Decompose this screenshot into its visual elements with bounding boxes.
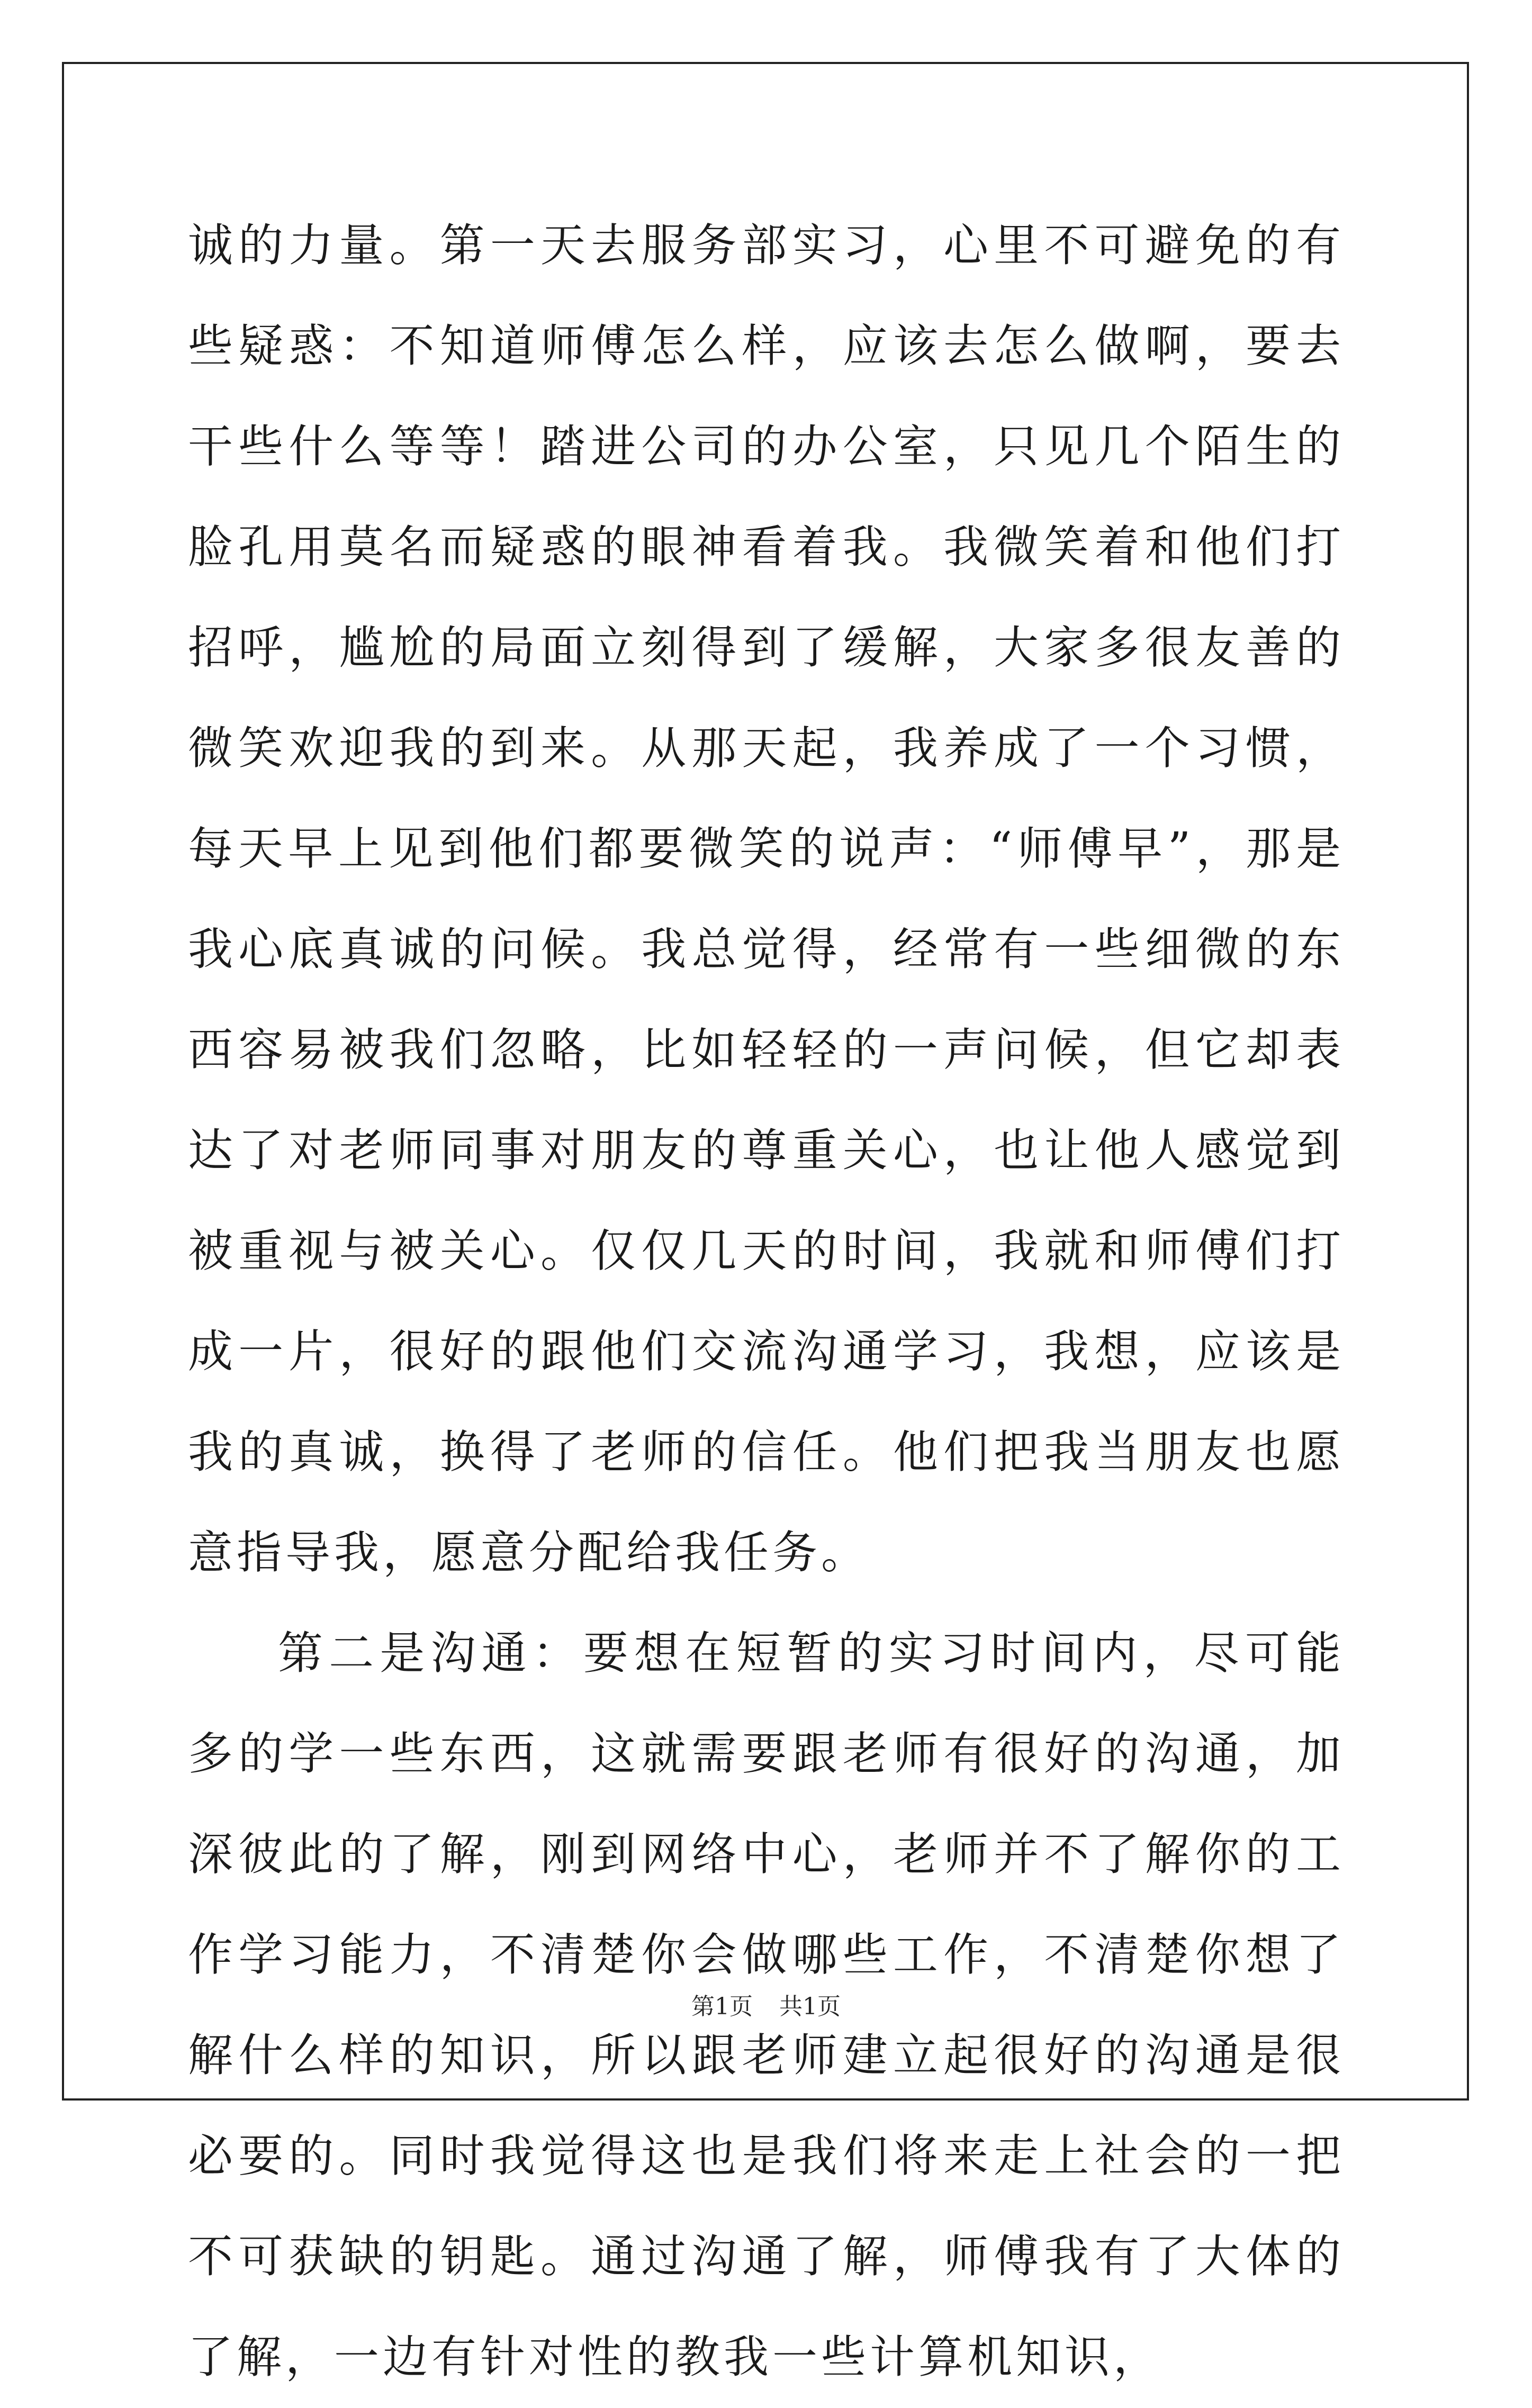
page-number: 第1页 <box>691 1993 753 2020</box>
paragraph-2: 第二是沟通：要想在短暂的实习时间内，尽可能多的学一些东西，这就需要跟老师有很好的沟通，加深彼此的了解，刚到网络中心，老师并不了解你的工作学习能力，不清楚你会做哪些工作，不清楚你想了解什么样的知识，所以跟老师建立起很好的沟通是很必要的。同时我觉得这也是我们将来走上社会的一把不可获缺的钥匙。通过沟通了解，师傅我有了大体的了解，一边有针对性的教我一些计算机知识， <box>188 1627 1345 2384</box>
document-body <box>188 196 1345 2408</box>
paragraph-1: 诚的力量。第一天去服务部实习，心里不可避免的有些疑惑：不知道师傅怎么样，应该去怎么做啊，要去干些什么等等！踏进公司的办公室，只见几个陌生的脸孔用莫名而疑惑的眼神看着我。我微笑着和他们打招呼，尴尬的局面立刻得到了缓解，大家多很友善的微笑欢迎我的到来。从那天起，我养成了一个习惯，每天早上见到他们都要微笑的说声：“师傅早”，那是我心底真诚的问候。我总觉得，经常有一些细微的东西容易被我们忽略，比如轻轻的一声问候，但它却表达了对老师同事对朋友的尊重关心，也让他人感觉到被重视与被关心。仅仅几天的时间，我就和师傅们打成一片，很好的跟他们交流沟通学习，我想，应该是我的真诚，换得了老师的信任。他们把我当朋友也愿意指导我，愿意分配给我任务。 <box>188 220 1345 1579</box>
page-total: 共1页 <box>779 1993 841 2020</box>
page-footer <box>0 1987 1532 2021</box>
